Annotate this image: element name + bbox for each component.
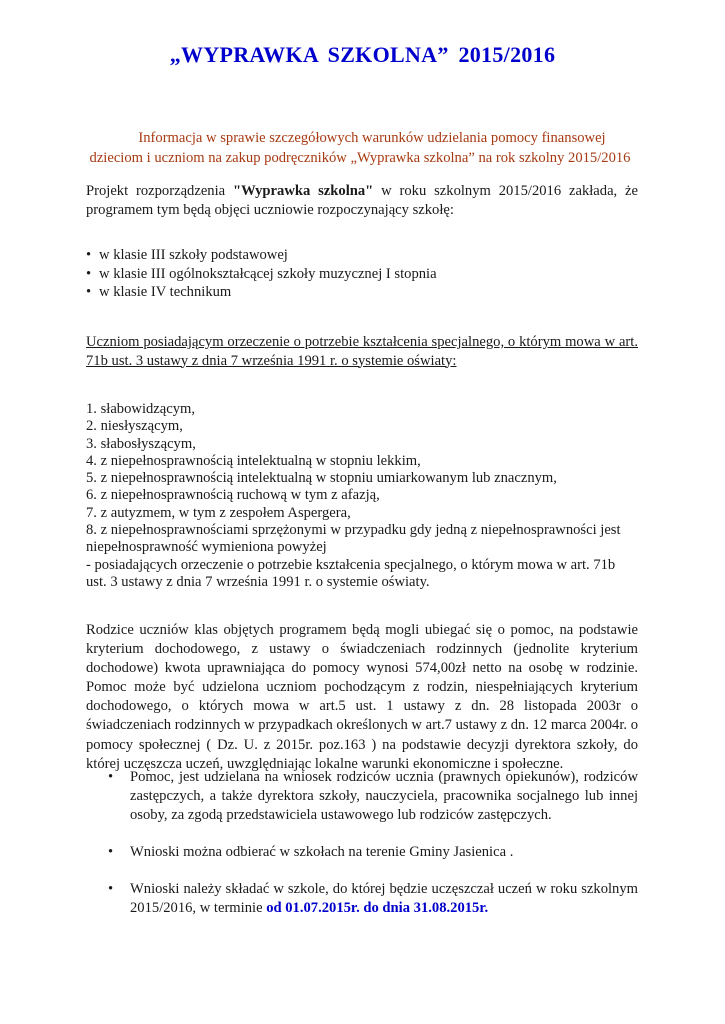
list-item: 4. z niepełnosprawnością intelektualną w stopniu lekkim, bbox=[86, 452, 421, 469]
bullet-icon: • bbox=[108, 769, 114, 785]
bullet-icon: • bbox=[108, 881, 114, 897]
list-item-text: w klasie IV technikum bbox=[99, 284, 232, 300]
bullet-icon: • bbox=[86, 247, 92, 263]
list-item bbox=[86, 246, 638, 265]
list-item: 6. z niepełnosprawnością ruchową w tym z afazją, bbox=[86, 487, 380, 504]
list-item: 3. słabosłyszącym, bbox=[86, 435, 196, 452]
list-item bbox=[86, 768, 638, 825]
list-item: 7. z autyzmem, w tym z zespołem Aspergera, bbox=[86, 504, 351, 521]
bullet-icon: • bbox=[86, 265, 92, 282]
list-item-text: w klasie III szkoły podstawowej bbox=[99, 247, 288, 263]
intro-program-name: "Wyprawka szkolna" bbox=[232, 183, 374, 199]
special-needs-list bbox=[86, 401, 638, 591]
deadline-text: od 01.07.2015r. do dnia 31.08.2015r. bbox=[266, 900, 489, 916]
info-line-2: dzieciom i uczniom na zakup podręczników „Wyprawka szkolna” na rok szkolny 2015/2016 bbox=[89, 150, 631, 166]
list-item bbox=[86, 843, 638, 862]
notes-list bbox=[86, 768, 638, 918]
list-item-text: w klasie III ogólnokształcącej szkoły muzycznej I stopnia bbox=[99, 265, 437, 282]
intro-paragraph bbox=[86, 182, 638, 220]
intro-text-start: Projekt rozporządzenia bbox=[86, 183, 233, 199]
bullet-icon: • bbox=[86, 284, 92, 300]
bullet-icon: • bbox=[108, 844, 114, 860]
list-item: 8. z niepełnosprawnościami sprzężonymi w przypadku gdy jedną z niepełnosprawności jest niepełnosprawność wymieniona powyżej bbox=[86, 522, 621, 556]
info-subtitle bbox=[60, 128, 660, 168]
parents-paragraph: Rodzice uczniów klas objętych programem będą mogli ubiegać się o pomoc, na podstawie kryterium dochodowego, z ustawy o świadczeniach rodzinnych (jednolite kryterium dochodowe) kwota uprawniająca do pomocy wynosi 574,00zł netto na osobę w rodzinie. Pomoc może być udzielona uczniom pochodzącym z rodzin, niespełniających kryterium dochodowego, o których mowa w art.5 ust. 1 ustawy z dn. 28 listopada 2003r o świadczeniach rodzinnych w przypadkach określonych w art.7 ustawy z dn. 12 marca 2004r. o pomocy społecznej ( Dz. U. z 2015r. poz.163 ) na podstawie decyzji dyrektora szkoły, do której uczęszcza uczeń, uwzględniając lokalne warunki ekonomiczne i społeczne. bbox=[86, 622, 638, 772]
list-item: 5. z niepełnosprawnością intelektualną w stopniu umiarkowanym lub znacznym, bbox=[86, 470, 557, 487]
list-item bbox=[86, 265, 638, 284]
note-submission: Wnioski należy składać w szkole, do której będzie uczęszczał uczeń w roku szkolnym 2015/2016, w terminie bbox=[130, 881, 638, 916]
list-item bbox=[86, 283, 638, 302]
note-pickup: Wnioski można odbierać w szkołach na terenie Gminy Jasienica . bbox=[130, 844, 514, 860]
intro-text-end: w roku szkolnym 2015/2016 zakłada, że programem tym będą objęci uczniowie rozpoczynający szkołę: bbox=[86, 183, 639, 218]
list-item: 2. niesłyszącym, bbox=[86, 418, 183, 435]
list-item: 1. słabowidzącym, bbox=[86, 401, 196, 417]
list-item: - posiadających orzeczenie o potrzebie kształcenia specjalnego, o którym mowa w art. 71b ust. 3 ustawy z dnia 7 września 1991 r. o systemie oświaty. bbox=[86, 556, 616, 590]
special-needs-heading: Uczniom posiadającym orzeczenie o potrzebie kształcenia specjalnego, o którym mowa w art. 71b ust. 3 ustawy z dnia 7 września 1991 r. o systemie oświaty: bbox=[86, 334, 638, 369]
document-title: „WYPRAWKA SZKOLNA” 2015/2016 bbox=[169, 42, 556, 67]
info-line-1: Informacja w sprawie szczegółowych warunków udzielania pomocy finansowej bbox=[138, 130, 606, 146]
list-item bbox=[86, 880, 638, 918]
eligible-classes-list bbox=[86, 246, 638, 302]
note-application: Pomoc, jest udzielana na wniosek rodziców ucznia (prawnych opiekunów), rodziców zastępczych, a także dyrektora szkoły, nauczyciela, pracownika socjalnego lub innej osoby, za zgodą przedstawiciela ustawowego lub rodziców zastępczych. bbox=[130, 769, 638, 823]
